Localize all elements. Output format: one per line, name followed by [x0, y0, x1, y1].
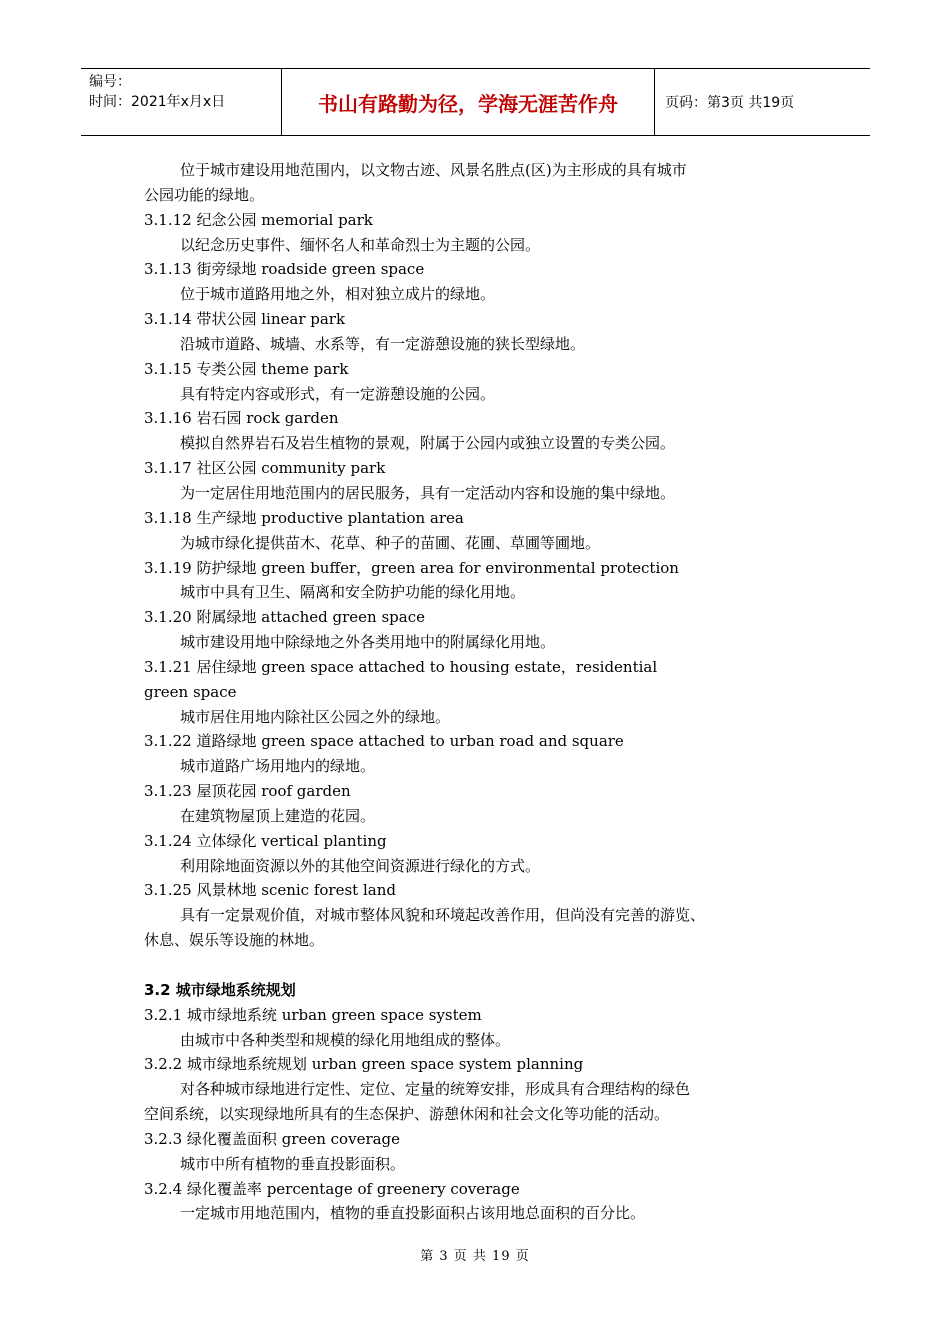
header-page-info: 页码：第3页 共19页 — [665, 95, 795, 111]
term-heading: 3.1.24 立体绿化 vertical planting — [144, 831, 387, 850]
term-definition: 在建筑物屋顶上建造的花园。 — [180, 806, 376, 825]
document-body — [144, 158, 824, 1226]
term-heading: 3.1.18 生产绿地 productive plantation area — [144, 508, 464, 527]
term-heading: 3.1.22 道路绿地 green space attached to urban road and square — [144, 732, 624, 751]
spacer — [144, 953, 824, 978]
term-heading: 3.1.19 防护绿地 green buffer，green area for environmental protection — [144, 558, 679, 577]
term-heading: 3.2.2 城市绿地系统规划 urban green space system planning — [144, 1055, 584, 1074]
term-definition: 位于城市道路用地之外，相对独立成片的绿地。 — [180, 285, 496, 304]
term-definition: 城市中所有植物的垂直投影面积。 — [180, 1154, 406, 1173]
term-definition: 沿城市道路、城墙、水系等，有一定游憩设施的狭长型绿地。 — [180, 334, 586, 353]
term-heading: 3.2.1 城市绿地系统 urban green space system — [144, 1005, 482, 1024]
header-meta — [81, 69, 282, 135]
term-heading: 3.1.23 屋顶花园 roof garden — [144, 782, 351, 801]
term-definition-continued: 休息、娱乐等设施的林地。 — [144, 931, 325, 950]
term-definition: 对各种城市绿地进行定性、定位、定量的统筹安排，形成具有合理结构的绿色 — [180, 1080, 691, 1099]
term-definition-continued: 空间系统，以实现绿地所具有的生态保护、游憩休闲和社会文化等功能的活动。 — [144, 1105, 670, 1124]
term-definition: 以纪念历史事件、缅怀名人和革命烈士为主题的公园。 — [180, 235, 541, 254]
term-definition: 由城市中各种类型和规模的绿化用地组成的整体。 — [180, 1030, 511, 1049]
term-heading: 3.1.21 居住绿地 green space attached to housing estate，residential — [144, 657, 658, 676]
page-header — [81, 68, 870, 136]
header-motto: 书山有路勤为径，学海无涯苦作舟 — [282, 69, 655, 135]
term-heading-continued: green space — [144, 682, 237, 701]
term-heading: 3.1.14 带状公园 linear park — [144, 310, 346, 329]
document-date: 时间：2021年x月x日 — [89, 94, 226, 110]
term-heading: 3.2.4 绿化覆盖率 percentage of greenery coverage — [144, 1179, 520, 1198]
section-heading: 3.2 城市绿地系统规划 — [144, 980, 296, 999]
term-definition: 城市建设用地中除绿地之外各类用地中的附属绿化用地。 — [180, 633, 556, 652]
term-definition: 具有特定内容或形式，有一定游憩设施的公园。 — [180, 384, 496, 403]
term-heading: 3.1.16 岩石园 rock garden — [144, 409, 339, 428]
term-definition: 一定城市用地范围内，植物的垂直投影面积占该用地总面积的百分比。 — [180, 1204, 646, 1223]
term-heading: 3.1.20 附属绿地 attached green space — [144, 608, 425, 627]
document-number-label: 编号： — [89, 74, 131, 90]
term-definition: 城市道路广场用地内的绿地。 — [180, 757, 376, 776]
term-heading: 3.2.3 绿化覆盖面积 green coverage — [144, 1129, 401, 1148]
term-heading: 3.1.17 社区公园 community park — [144, 459, 386, 478]
term-heading: 3.1.13 街旁绿地 roadside green space — [144, 260, 425, 279]
term-definition: 为城市绿化提供苗木、花草、种子的苗圃、花圃、草圃等圃地。 — [180, 533, 601, 552]
page-footer: 第 3 页 共 19 页 — [420, 1249, 530, 1264]
term-definition: 模拟自然界岩石及岩生植物的景观，附属于公园内或独立设置的专类公园。 — [180, 434, 676, 453]
term-definition: 为一定居住用地范围内的居民服务，具有一定活动内容和设施的集中绿地。 — [180, 483, 676, 502]
term-heading: 3.1.25 风景林地 scenic forest land — [144, 881, 396, 900]
term-definition: 城市中具有卫生、隔离和安全防护功能的绿化用地。 — [180, 583, 526, 602]
term-definition: 利用除地面资源以外的其他空间资源进行绿化的方式。 — [180, 856, 541, 875]
term-definition: 城市居住用地内除社区公园之外的绿地。 — [180, 707, 451, 726]
body-text: 公园功能的绿地。 — [144, 185, 265, 204]
body-text: 位于城市建设用地范围内，以文物古迹、风景名胜点(区)为主形成的具有城市 — [180, 161, 687, 179]
term-heading: 3.1.12 纪念公园 memorial park — [144, 210, 373, 229]
term-heading: 3.1.15 专类公园 theme park — [144, 359, 349, 378]
term-definition: 具有一定景观价值，对城市整体风貌和环境起改善作用，但尚没有完善的游览、 — [180, 906, 706, 925]
